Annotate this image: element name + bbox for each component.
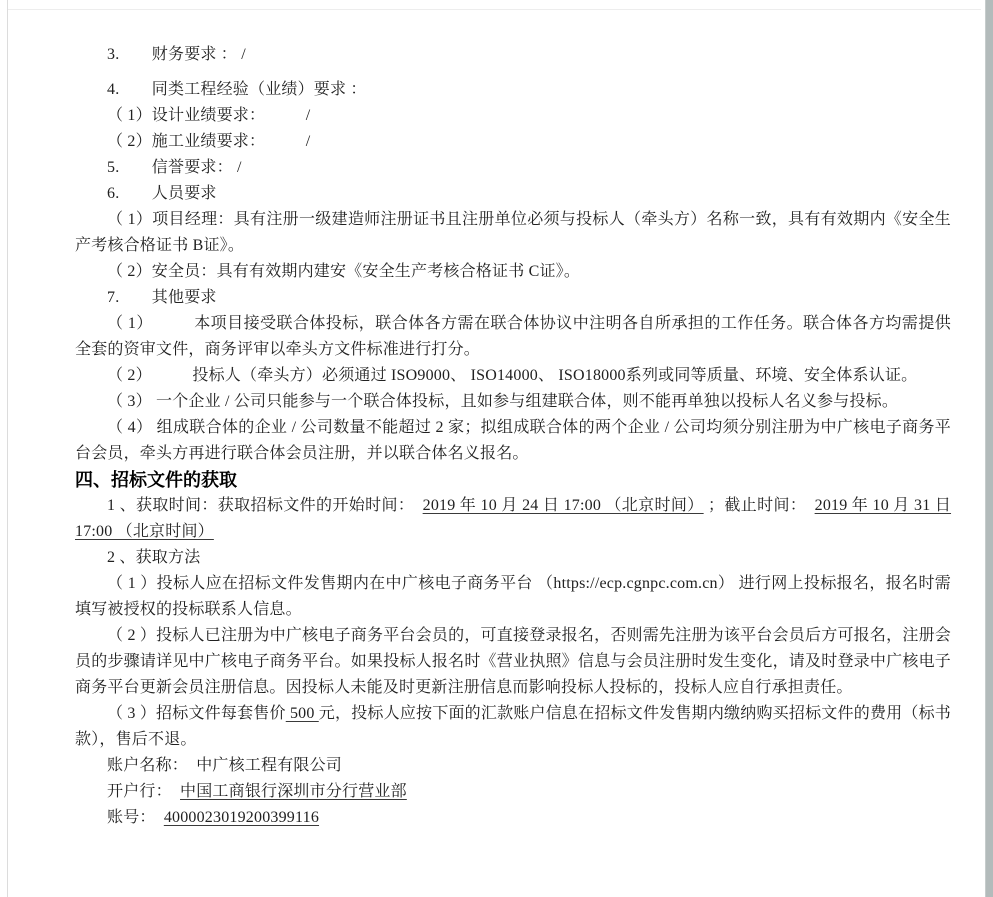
underlined-text: 中国工商银行深圳市分行营业部: [180, 783, 407, 800]
text-run: 四、招标文件的获取: [75, 470, 237, 490]
text-run: （ 1）项目经理：具有注册一级建造师注册证书且注册单位必须与投标人（牵头方）名称一致，具有有效期内《安全生产考核合格证书 B证》。: [75, 211, 951, 254]
paragraph: [75, 259, 951, 285]
text-run: （ 2 ）投标人已注册为中广核电子商务平台会员的，可直接登录报名，否则需先注册为该平台会员后方可报名，注册会员的步骤请详见中广核电子商务平台。如果投标人报名时《营业执照》信息与会员注册时发生变化，请及时登录中广核电子商务平台更新会员注册信息。因投标人未能及时更新注册信息而影响投标人投标的，投标人应自行承担责任。: [75, 627, 951, 696]
paragraph: [75, 623, 951, 701]
underlined-text: 500: [285, 705, 319, 722]
text-run: 开户行：: [107, 783, 181, 800]
paragraph: [75, 207, 951, 259]
text-run: 6. 人员要求: [107, 185, 217, 202]
text-run: （ 1） 本项目接受联合体投标，联合体各方需在联合体协议中注明各自所承担的工作任务。联合体各方均需提供全套的资审文件，商务评审以牵头方文件标准进行打分。: [75, 315, 951, 358]
text-run: 7. 其他要求: [107, 289, 217, 306]
paragraph: [75, 571, 951, 623]
paragraph: [75, 701, 951, 753]
paragraph: [75, 77, 951, 103]
document-body: [75, 42, 951, 831]
paragraph: [75, 155, 951, 181]
paragraph: [75, 389, 951, 415]
text-run: 4. 同类工程经验（业绩）要求 ：: [107, 81, 367, 98]
underlined-text: 2019 年 10 月 31 日 17:00 （北京时间）: [75, 497, 952, 540]
paragraph: [75, 285, 951, 311]
text-run: 3. 财务要求 ： /: [107, 46, 246, 63]
page-left-border: [7, 0, 8, 897]
text-run: 账号：: [107, 809, 164, 826]
page-top-border: [8, 9, 981, 10]
text-run: ；截止时间：: [703, 497, 815, 514]
section-heading: [75, 467, 951, 493]
text-run: （ 2） 投标人（牵头方）必须通过 ISO9000、 ISO14000、 ISO18000系列或同等质量、环境、安全体系认证。: [107, 367, 918, 384]
paragraph: [75, 545, 951, 571]
page-edge-strip: [985, 0, 993, 897]
text-run: （ 2）施工业绩要求： /: [107, 133, 311, 150]
text-run: 2 、获取方法: [107, 549, 201, 566]
paragraph: [75, 363, 951, 389]
paragraph: [75, 753, 951, 779]
underlined-text: 2019 年 10 月 24 日 17:00 （北京时间）: [422, 497, 704, 514]
paragraph: [75, 129, 951, 155]
text-run: 账户名称： 中广核工程有限公司: [107, 757, 343, 774]
text-run: （ 1）设计业绩要求： /: [107, 107, 311, 124]
paragraph: [75, 493, 951, 545]
text-run: （ 2）安全员：具有有效期内建安《安全生产考核合格证书 C证》。: [107, 263, 581, 280]
paragraph: [75, 779, 951, 805]
text-run: 1 、获取时间：获取招标文件的开始时间：: [107, 497, 423, 514]
text-run: （ 4） 组成联合体的企业 / 公司数量不能超过 2 家；拟组成联合体的两个企业 / 公司均须分别注册为中广核电子商务平台会员，牵头方再进行联合体会员注册，并以联合体名义报名。: [75, 419, 951, 462]
paragraph: [75, 103, 951, 129]
text-run: （ 3） 一个企业 / 公司只能参与一个联合体投标，且如参与组建联合体，则不能再单独以投标人名义参与投标。: [107, 393, 899, 410]
text-run: （ 1 ）投标人应在招标文件发售期内在中广核电子商务平台 （https://ecp.cgnpc.com.cn） 进行网上投标报名，报名时需填写被授权的投标联系人信息。: [75, 575, 951, 618]
paragraph: [75, 415, 951, 467]
text-run: 5. 信誉要求： /: [107, 159, 242, 176]
text-run: 元，投标人应按下面的汇款账户信息在招标文件发售期内缴纳购买招标文件的费用（标书款），售后不退。: [75, 705, 951, 748]
paragraph: [75, 805, 951, 831]
underlined-text: 4000023019200399116: [163, 809, 320, 826]
paragraph: [75, 42, 951, 68]
paragraph: [75, 181, 951, 207]
text-run: （ 3 ）招标文件每套售价: [107, 705, 286, 722]
paragraph: [75, 311, 951, 363]
